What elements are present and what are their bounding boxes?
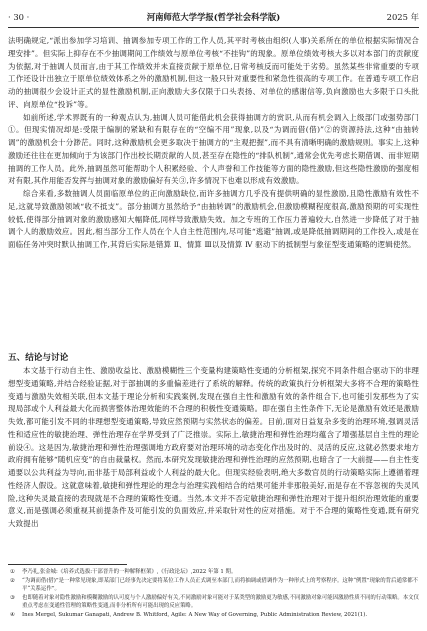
footnote [8,611,419,620]
journal-title: 河南师范大学学报(哲学社会科学版) [146,12,281,22]
page-header [8,10,419,24]
footnote-rule [8,564,127,565]
footnote-text: 李乃礼,张金城:《培养式选拔:干部晋升的一种解释框架》,《行政论坛》,2022 年第 1 期。 [22,569,237,575]
footnote-marker: ② [10,577,15,584]
paragraph: 如前所述,学术界既有的一种观点认为,抽调人员可能借此机会获得抽调方的赏识,从而有机会调入上级部门或强势部门①。但现实情况却是:受限于编制的紧缺和有限存在的“空编不用”现象,以及“为调而借(借)”②的资源持法,这种“由抽转调”的激励机会十分渺茫。同时,这种激励机会更多取决于抽调方的“主观把握”,而不具有清晰明确的激励规则。事实上,这种激励还往往在更加倾向于为该部门作出校长期贡献的人员,甚至存在隐性的“排队机制”,通常会优先考虑长期借调、而非短期抽调的工作人员。此外,抽调虽然可能帮助个人积累经验、个人声誉和工作技能等方面的隐性激励,但这些隐性激励的强度相对有限,其作用能否发挥与抽调对象的激励偏好有关③,许多情况下也难以形成有效激励。 [8,112,419,186]
footnote [8,568,419,577]
footnote-text: “为调而借(借)”是一种常见现象,即某部门已经事先决定要将某位工作人员正式调至本部门,而将抽调或借调作为一种形式上的考察程序。这种“例置”现象的背后通常都不平“关系运作”。 [22,577,419,593]
footnote [8,594,419,611]
footnotes [8,568,419,620]
paragraph: 本文基于行动自主性、激励收益比、激励模糊性三个变量构建策略性变通的分析框架,探究不同条件组合驱动下的非理想型变通策略,并结合经验证据,对于部抽调的多重偏差进行了系统的解释。传统的政策执行分析框架大多将不合理的策略性变通与激励失效相关联,但本文基于理论分析和实践案例,发现在强自主性和激励有效的条件组合下,也可能引发那些为了实现局部或个人利益最大化而损害整体治理效能的不合理的积极性变通策略。即在强自主性条件下,无论是激励有效还是激励失效,都可能引发不同的非理想型变通策略,导致应然预期与实然状态的偏差。目前,面对日益复杂多变的治理环境,强调灵活性和适应性的敏捷治理、弹性治理存在学界受到了广泛推崇。实际上,敏捷治理和弹性治理均蕴含了增强基层自主性的理论前设④。这是因为,敏捷治理和弹性治理强调地方政府要对治理环境的动态变化作出及时的、灵活的反应,这就必然要求地方政府拥有能够“随机应变”的自由裁量权。然而,本研究发现敏捷治理和弹性治理的应然预期,也暗含了一大前提——自主性变通要以公共利益为导向,而非基于局部利益或个人利益的最大化。但现实经验表明,绝大多数官员的行动策略实际上遵循着理性经济人假设。这就意味着,敏捷和弹性理论的理念与治理实践相结合的结果可能并非那般美好,而是存在不容忽视的失灵风险,这种失灵最直接的表现就是不合理的策略性变通。当然,本文并不否定敏捷治理和弹性治理对于提升组织治理效能的重要意义,而是强调必须重视其前提条件及可能引发的负面效应,并采取针对性的应对措施。对于不合理的策略性变通,既有研究大致提出 [8,366,419,528]
footnote-marker: ④ [10,611,15,618]
body-text-upper [8,35,419,252]
footnote-text: Ines Mergel, Sukumar Ganapati, Andrew B. Whitford, Agile: A New Way of Governing, Public Administration Review, 2021(1). [22,611,368,618]
footnote [8,577,419,594]
page-number: · 30 · [8,12,30,22]
footnote-marker: ① [10,569,15,575]
paragraph: 法明确规定,“派出参加学习培训、抽调参加专项工作的工作人员,其平时考核由组织(人事)关系所在的单位根据实际情况合理安排”。但实际上抑存在不少抽调期间工作绩效与原单位考核“不挂钩”的现象。原单位绩效考核大多以对本部门的贡献度为依据,对于抽调人员而言,由于其工作绩效并未直接贡献于原单位,日常考核反而可能处于劣势。虽然某些非常重要的专项工作还设计出独立于原单位绩效体系之外的激励机制,但这一般只针对重要性和紧急性很高的专项工作。在普通专项工作启动的抽调很少会设计正式的显性激励机制,正向激励大多仅限于口头表扬、对单位的感谢信等,负向激励也大多限于口头批评、向原单位“投诉”等。 [8,36,419,109]
footnote-marker: ③ [10,594,15,601]
publication-year: 2025 年 [386,12,419,22]
footnote-text: 也即随着对象对隐性激励和模糊激励的认可度与个人激励偏好有关,不同激励对象可能对于某类型的激励更为敏感,不同激励对象可能因激励性质不同的行动策略。本文仅重点考虑在变通性管理的策略性变通,而非分析所有可能出现的反应策略。 [22,594,419,610]
paragraph: 综合来看,多数抽调人员面临原单位的正向激励缺位,而许多抽调方几乎没有提供明确的显性激励,且隐性激励有效性不足,这就导致激励领域“收不抵支”。部分抽调方虽然给予“由抽转调”的激励机会,但激励模糊程度很高,激励预期的可实现性较低,使得部分抽调对象的激励感知大幅降低,同样导致激励失效。加之专班的工作压力普遍较大,自然进一步降低了对于抽调个人的激励效应。因此,相当部分工作人员在个人自主性范围内,尽可能“逃避”抽调,或是降低抽调期间的工作投入,或是在面临任务冲突时默认抽调工作,其背后实际是错算 Ⅱ、情算 Ⅲ以及情算 Ⅳ 驱动下的抵制型与象征型变通策略的逻辑使然。 [8,189,419,249]
body-text-lower [8,365,419,531]
header-rule [8,27,419,28]
section-heading: 五、结论与讨论 [8,353,69,363]
